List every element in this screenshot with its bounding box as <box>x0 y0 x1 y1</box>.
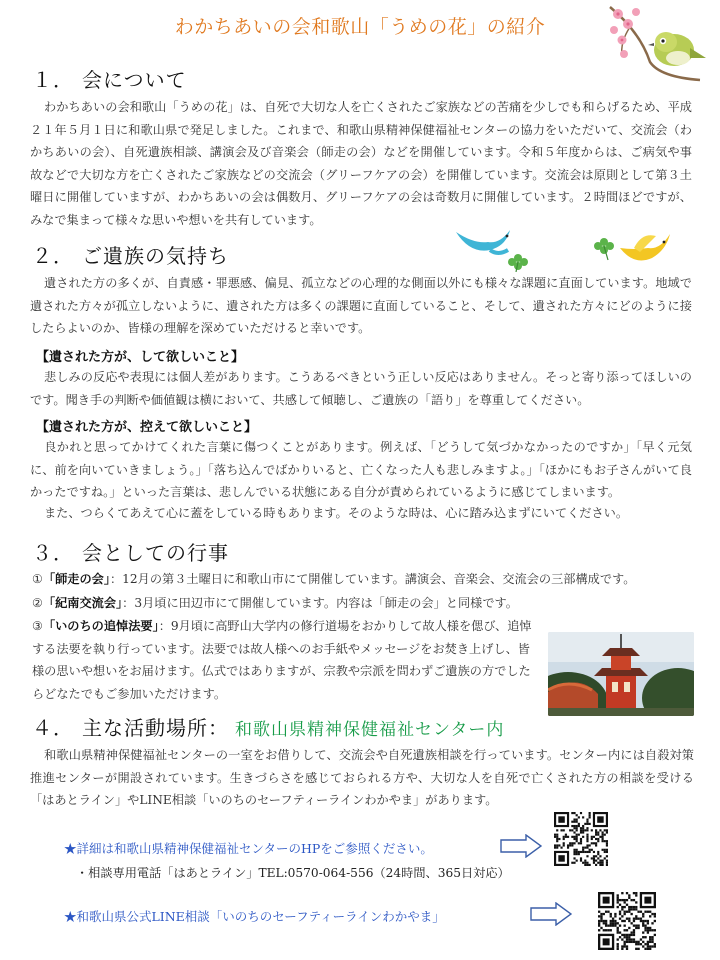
event-item-2 <box>32 592 692 615</box>
line-consultation: ★和歌山県公式LINE相談「いのちのセーフティーラインわかやま」 <box>64 909 445 924</box>
section-4-heading <box>32 712 504 741</box>
event-mark: ① <box>32 572 43 586</box>
pagoda-photo <box>548 632 694 716</box>
section-1-body <box>30 96 692 231</box>
section-number: １． <box>32 68 74 92</box>
section-number: ２． <box>32 244 74 268</box>
section-title: 主な活動場所： <box>82 716 229 740</box>
event-text: ：3月頃に田辺市にて開催しています。内容は「師走の会」と同様です。 <box>122 596 518 610</box>
wish-body <box>30 366 692 411</box>
yellow-bird-icon <box>590 226 674 274</box>
section-2-text: 遺された方の多くが、自責感・罪悪感、偏見、孤立などの心理的な側面以外にも様々な課題に直面しています。地域で遺された方々が孤立しないように、遺された方は多くの課題に直面していること、そして、遺された方々にどのように接したらよいのか、皆様の理解を深めていただけると幸いです。 <box>30 276 692 335</box>
event-label: 「いのちの追悼法要」 <box>42 619 159 633</box>
section-title: ご遺族の気持ち <box>82 244 229 268</box>
phone-line: ・相談専用電話「はあとライン」TEL:0570-064-556（24時間、365日対応） <box>76 866 510 880</box>
section-title: 会について <box>82 68 187 92</box>
section-2-body <box>30 272 692 340</box>
section-1-heading <box>32 64 187 93</box>
avoid-body-2 <box>30 502 692 525</box>
hp-qr-code[interactable] <box>554 812 608 866</box>
event-label: 「紀南交流会」 <box>42 596 123 610</box>
wish-text: 悲しみの反応や表現には個人差があります。こうあるべきという正しい反応はありません。そっと寄り添ってほしいのです。聞き手の判断や価値観は横において、共感して傾聴し、ご遺族の「語り」を尊重してください。 <box>30 370 692 407</box>
section-4-text: 和歌山県精神保健福祉センターの一室をお借りして、交流会や自死遺族相談を行っています。センター内には自殺対策推進センターが開設されています。生きづらさを感じておられる方や、大切な人を自死で亡くされた方の相談を受ける「はあとライン」やLINE相談「いのちのセーフティーラインわかやま」があります。 <box>30 748 694 807</box>
section-3-heading <box>32 537 229 566</box>
avoid-heading: 【遺された方が、控えて欲しいこと】 <box>36 420 258 435</box>
event-label: 「師走の会」 <box>42 572 110 586</box>
section-title: 会としての行事 <box>82 541 229 565</box>
right-arrow-icon <box>500 834 542 858</box>
event-text: ：12月の第３土曜日に和歌山市にて開催しています。講演会、音楽会、交流会の三部構成です。 <box>109 572 636 586</box>
hp-reference: ★詳細は和歌山県精神保健福祉センターのHPをご参照ください。 <box>64 841 433 856</box>
avoid-body <box>30 436 692 504</box>
event-item-3 <box>32 615 532 705</box>
section-2-heading <box>32 240 229 269</box>
page-title: わかちあいの会和歌山「うめの花」の紹介 <box>174 16 546 38</box>
wish-heading: 【遺された方が、して欲しいこと】 <box>36 350 245 365</box>
event-item-1 <box>32 568 692 591</box>
avoid-text-2: また、つらくてあえて心に蓋をしている時もあります。そのような時は、心に踏み込まずにいてください。 <box>44 506 629 520</box>
event-mark: ③ <box>32 619 43 633</box>
line-qr-code[interactable] <box>598 892 656 950</box>
avoid-text: 良かれと思ってかけてくれた言葉に傷つくことがあります。例えば、「どうして気づかなかったのですか」「早く元気に、前を向いていきましょう。」「落ち込んでばかりいると、亡くなった人も悲しみますよ。」「ほかにもお子さんがいて良かったですね。」といった言葉は、悲しんでいる状態にある自分が責められているように感じてしまいます。 <box>30 440 692 499</box>
event-text: ：9月頃に高野山大学内の修行道場をおかりして故人様を偲び、追悼する法要を執り行っています。法要では故人様へのお手紙やメッセージをお焚き上げし、皆様の思いや想いをお届けます。仏式ではありますが、宗教や宗派を問わずご遺族の方でしたらどなたでもご参加いただけます。 <box>32 619 532 701</box>
section-number: ３． <box>32 541 74 565</box>
plum-bird-illustration <box>600 2 710 84</box>
activity-place: 和歌山県精神保健福祉センター内 <box>235 720 505 740</box>
event-mark: ② <box>32 596 43 610</box>
section-1-text: わかちあいの会和歌山「うめの花」は、自死で大切な人を亡くされたご家族などの苦痛を少しでも和らげるため、平成２１年５月１日に和歌山県で発足しました。これまで、和歌山県精神保健福祉センターの協力をいただいて、交流会（わかちあいの会）、自死遺族相談、講演会及び音楽会（師走の会）などを開催しています。令和５年度からは、ご病気や事故などで大切な方を亡くされたご家族などの交流会（グリーフケアの会）を開催しています。交流会は原則として第３土曜日に開催していますが、わかちあいの会は偶数月、グリーフケアの会は奇数月に開催しています。２時間ほどですが、みなで集まって様々な思いや想いを共有しています。 <box>30 100 692 227</box>
right-arrow-icon <box>530 902 572 926</box>
blue-bird-icon <box>450 222 530 272</box>
section-4-body <box>30 744 694 812</box>
section-number: ４． <box>32 716 74 740</box>
